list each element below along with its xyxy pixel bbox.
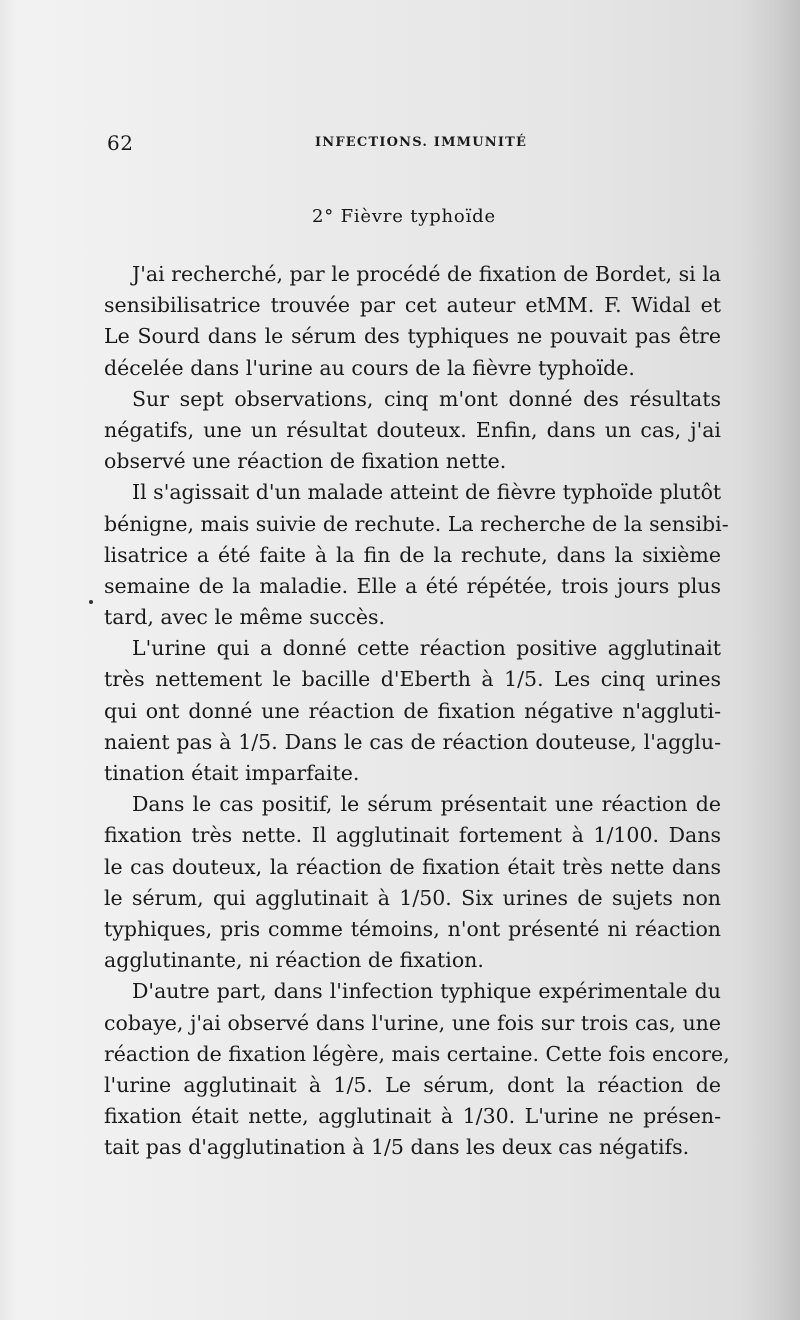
text-line: Sur sept observations, cinq m'ont donné des résultats — [132, 386, 721, 411]
paragraph — [104, 477, 729, 633]
text-line: sensibilisatrice trouvée par cet auteur etMM. F. Widal et — [104, 293, 721, 318]
page-shadow-right — [740, 0, 800, 1320]
text-line: L'urine qui a donné cette réaction positive agglutinait — [132, 636, 721, 661]
text-line: Le Sourd dans le sérum des typhiques ne pouvait pas être — [104, 324, 721, 349]
margin-mark — [89, 600, 93, 604]
text-line: très nettement le bacille d'Eberth à 1/5. Les cinq urines — [104, 667, 721, 692]
text-line: qui ont donné une réaction de fixation négative n'aggluti- — [104, 698, 721, 723]
text-line: lisatrice a été faite à la fin de la rechute, dans la sixième — [104, 542, 721, 567]
text-line: typhiques, pris comme témoins, n'ont présenté ni réaction — [104, 916, 721, 941]
text-line: Dans le cas positif, le sérum présentait une réaction de — [132, 792, 721, 817]
paragraph — [104, 789, 721, 976]
text-line: le sérum, qui agglutinait à 1/50. Six urines de sujets non — [104, 885, 721, 910]
text-line: semaine de la maladie. Elle a été répétée, trois jours plus — [104, 573, 721, 598]
running-title: INFECTIONS. IMMUNITÉ — [315, 135, 528, 150]
text-line: tait pas d'agglutination à 1/5 dans les deux cas négatifs. — [104, 1135, 690, 1160]
paragraph — [104, 384, 721, 478]
text-line: négatifs, une un résultat douteux. Enfin, dans un cas, j'ai — [104, 417, 721, 442]
text-line: fixation très nette. Il agglutinait fortement à 1/100. Dans — [104, 823, 721, 848]
text-line: observé une réaction de fixation nette. — [104, 449, 507, 474]
text-line: l'urine agglutinait à 1/5. Le sérum, dont la réaction de — [104, 1072, 721, 1097]
page-number: 62 — [107, 131, 134, 155]
text-line: fixation était nette, agglutinait à 1/30. L'urine ne présen- — [104, 1104, 721, 1129]
paragraph — [104, 259, 721, 384]
text-line: tination était imparfaite. — [104, 761, 360, 785]
paragraph — [104, 976, 730, 1163]
text-line: décelée dans l'urine au cours de la fièvre typhoïde. — [104, 355, 635, 380]
section-heading: 2° Fièvre typhoïde — [312, 206, 496, 227]
text-line: J'ai recherché, par le procédé de fixation de Bordet, si la — [132, 262, 722, 286]
text-line: tard, avec le même succès. — [104, 605, 386, 630]
text-line: réaction de fixation légère, mais certaine. Cette fois encore, — [104, 1041, 730, 1066]
text-line: naient pas à 1/5. Dans le cas de réaction douteuse, l'agglu- — [104, 729, 721, 754]
text-line: Il s'agissait d'un malade atteint de fièvre typhoïde plutôt — [132, 480, 722, 505]
paragraph — [104, 633, 721, 789]
page-shadow-left — [0, 0, 18, 1320]
body-text — [104, 259, 730, 1163]
text-line: agglutinante, ni réaction de fixation. — [104, 948, 484, 973]
page-header — [107, 131, 720, 155]
text-line: cobaye, j'ai observé dans l'urine, une fois sur trois cas, une — [104, 1010, 721, 1035]
text-line: bénigne, mais suivie de rechute. La recherche de la sensibi- — [104, 511, 729, 536]
text-line: le cas douteux, la réaction de fixation était très nette dans — [104, 854, 721, 879]
text-line: D'autre part, dans l'infection typhique expérimentale du — [132, 979, 721, 1004]
